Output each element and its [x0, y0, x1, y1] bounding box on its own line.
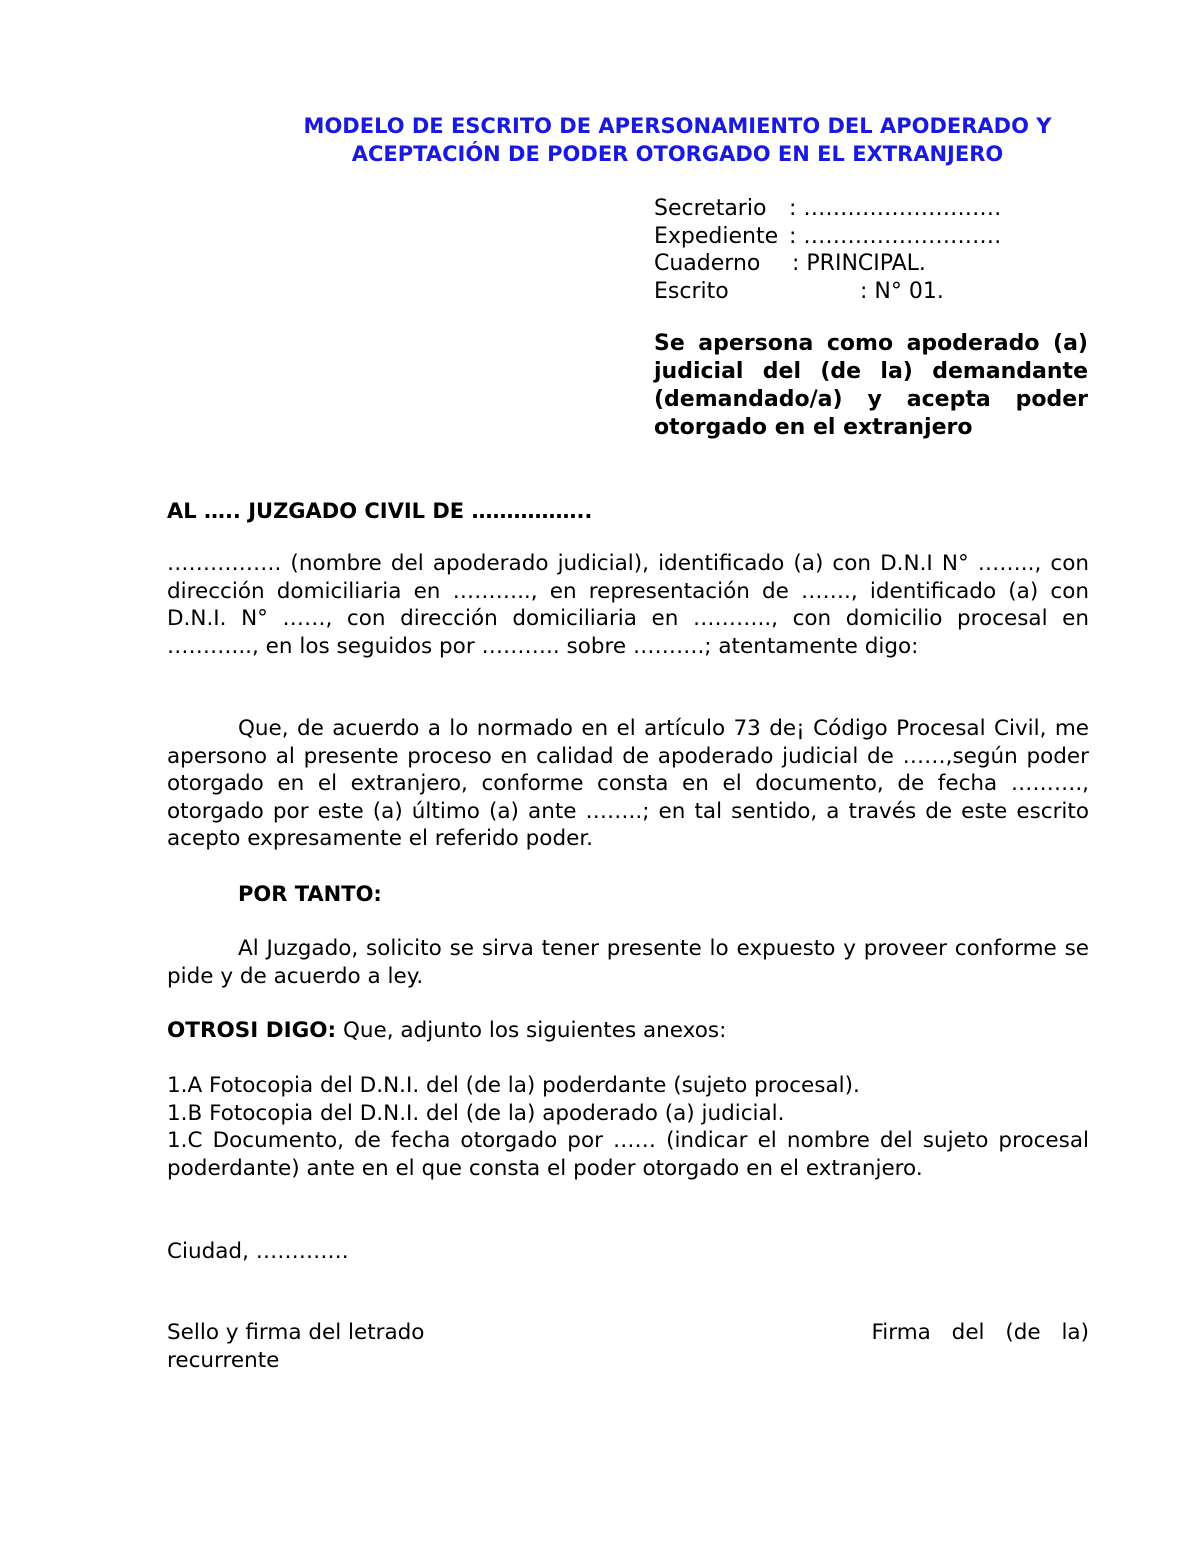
document-title — [160, 112, 1195, 168]
meta-value: : N° 01. — [860, 278, 944, 304]
meta-value: : ……………………… — [789, 196, 1002, 221]
client-signature-label: Firma del (de la) — [871, 1320, 1089, 1345]
signature-block — [167, 1319, 1089, 1375]
addressee: AL ….. JUZGADO CIVIL DE …………….. — [167, 499, 593, 523]
body-paragraph: Que, de acuerdo a lo normado en el artículo 73 de¡ Código Procesal Civil, me apersono al presente proceso en calidad de apoderado judicial de ……,según poder otorgado en el extranjero, conforme consta en el documento, de fecha ………., otorgado por este (a) último (a) ante ……..; en tal sentido, a través de este escrito acepto expresamente el referido poder. — [167, 716, 1089, 851]
otrosi-label: OTROSI DIGO: — [167, 1018, 337, 1043]
lawyer-signature-label: Sello y firma del letrado — [167, 1320, 425, 1345]
sumilla: Se apersona como apoderado (a) judicial del (de la) demandante (demandado/a) y acepta poder otorgado en el extranjero — [654, 331, 1088, 440]
meta-value: : ……………………… — [789, 223, 1002, 249]
annex-item-b: 1.B Fotocopia del D.N.I. del (de la) apoderado (a) judicial. — [167, 1100, 785, 1126]
signature-row — [167, 1319, 1089, 1347]
annex-item-a: 1.A Fotocopia del D.N.I. del (de la) poderdante (sujeto procesal). — [167, 1073, 860, 1098]
meta-label: Escrito — [654, 278, 729, 304]
meta-row-cuaderno — [654, 250, 1094, 278]
meta-value: : PRINCIPAL. — [792, 251, 926, 276]
title-line-2: ACEPTACIÓN DE PODER OTORGADO EN EL EXTRANJERO — [351, 142, 1004, 166]
meta-label: Cuaderno — [654, 251, 761, 276]
lawyer-signature-label-2: recurrente — [167, 1348, 280, 1373]
city-line: Ciudad, …………. — [167, 1239, 349, 1264]
por-tanto-heading: POR TANTO: — [238, 882, 382, 906]
meta-row-expediente — [654, 223, 1094, 251]
por-tanto-paragraph: Al Juzgado, solicito se sirva tener presente lo expuesto y proveer conforme se pide y de acuerdo a ley. — [167, 936, 1089, 989]
meta-row-escrito — [654, 278, 1094, 306]
otrosi-line — [167, 1017, 726, 1045]
intro-paragraph: ……………. (nombre del apoderado judicial), identificado (a) con D.N.I N° …….., con dirección domiciliaria en ……….., en representación de ……., identificado (a) con D.N.I. N° ……, con dirección domiciliaria en ……….., con domicilio procesal en ………..., en los seguidos por ……….. sobre ……….; atentamente digo: — [167, 551, 1089, 659]
meta-label: Secretario — [654, 196, 767, 221]
case-metadata — [654, 195, 1094, 305]
annex-item-c: 1.C Documento, de fecha otorgado por …… (indicar el nombre del sujeto procesal poderdante) ante en el que consta el poder otorgado en el extranjero. — [167, 1128, 1089, 1181]
otrosi-text: Que, adjunto los siguientes anexos: — [336, 1018, 727, 1043]
title-line-1: MODELO DE ESCRITO DE APERSONAMIENTO DEL APODERADO Y — [303, 114, 1052, 138]
meta-row-secretario — [654, 195, 1094, 223]
signature-row-2 — [167, 1347, 1089, 1375]
meta-label: Expediente — [654, 223, 779, 249]
annex-list — [167, 1072, 1089, 1182]
